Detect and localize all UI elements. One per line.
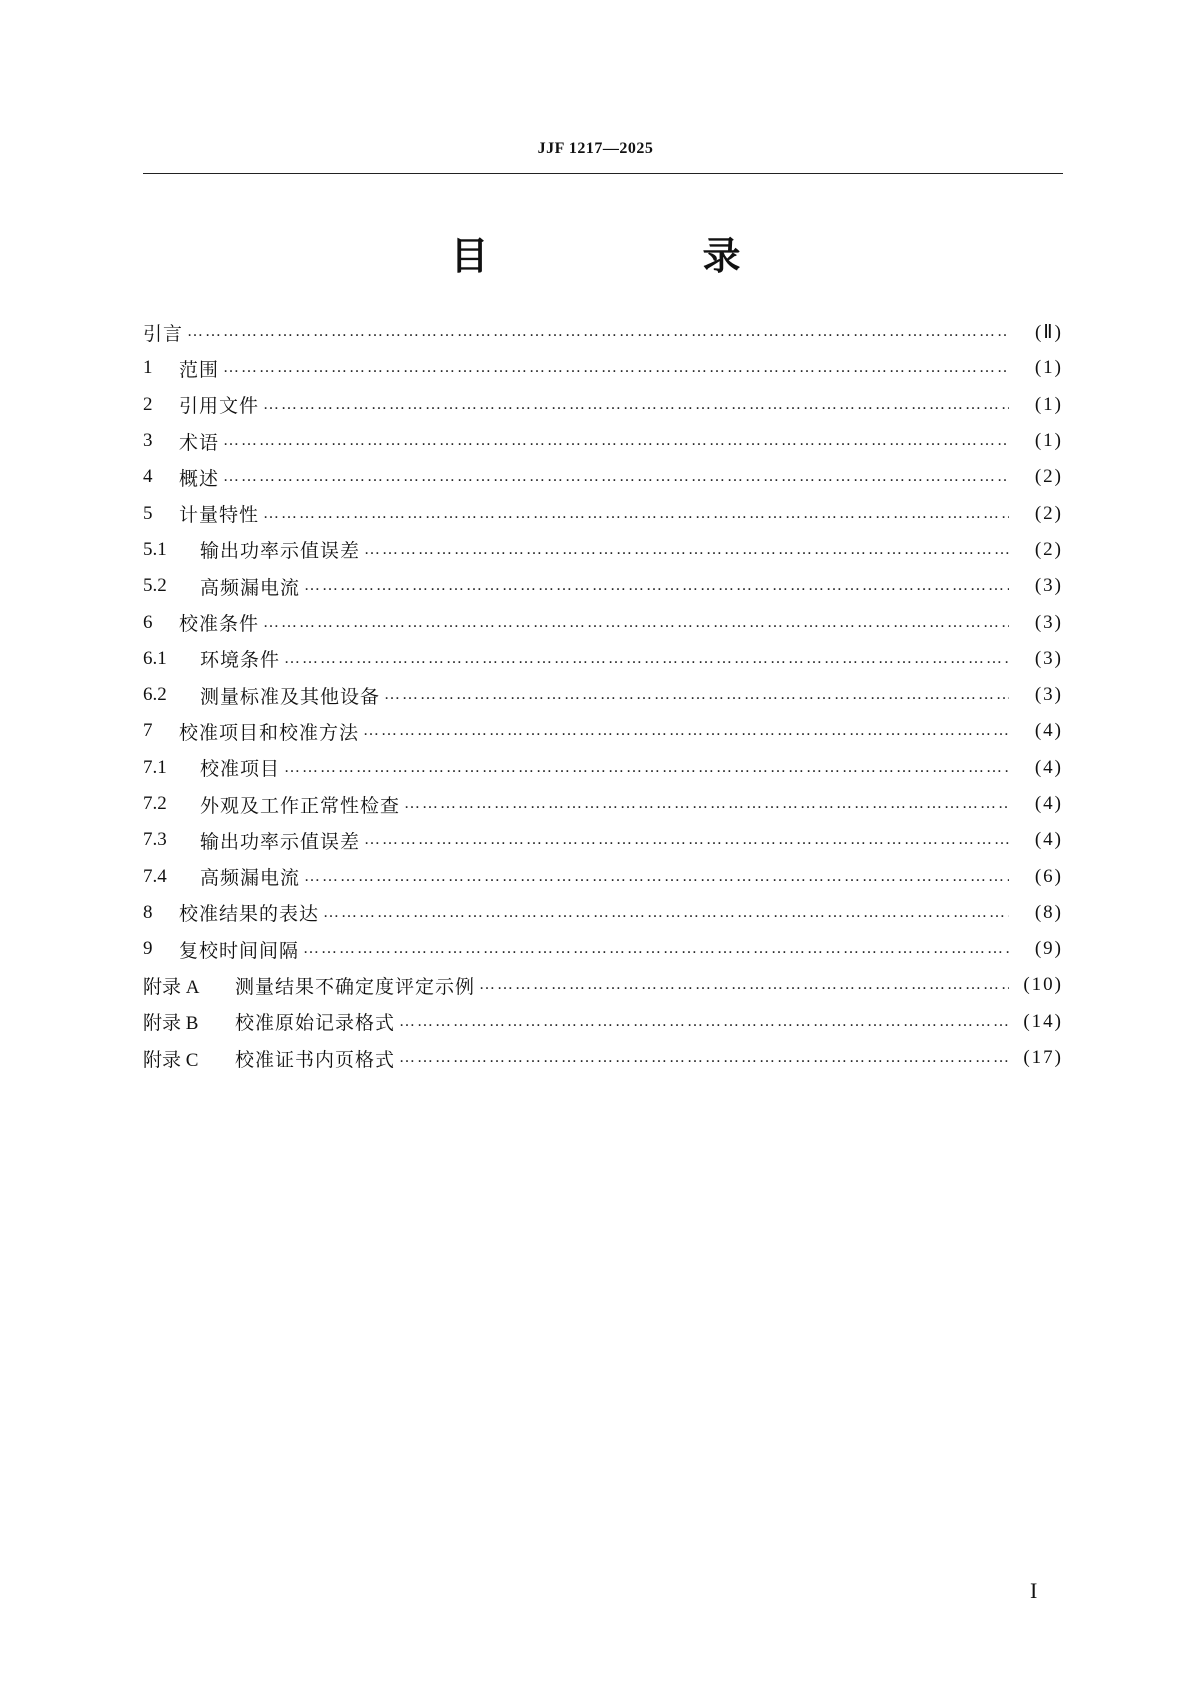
toc-entry-page: (3) — [1034, 647, 1063, 669]
toc-entry-page: (2) — [1034, 502, 1063, 524]
table-of-contents — [143, 314, 1063, 1076]
toc-entry-number: 9 — [143, 938, 153, 960]
toc-entry-page: (2) — [1034, 538, 1063, 560]
toc-entry[interactable] — [143, 495, 1063, 531]
document-code: JJF 1217—2025 — [537, 140, 654, 157]
toc-entry-number: 2 — [143, 393, 153, 415]
toc-entry-label: 概述 — [179, 467, 220, 490]
toc-entry[interactable] — [143, 350, 1063, 386]
toc-entry-number: 6.2 — [143, 684, 167, 706]
toc-entry-label: 环境条件 — [200, 649, 281, 672]
toc-entry-number: 1 — [143, 357, 153, 379]
toc-entry-number: 5.1 — [143, 538, 167, 560]
toc-entry-label: 校准项目和校准方法 — [179, 721, 360, 744]
toc-entry-page: (3) — [1034, 684, 1063, 706]
toc-entry-page: (3) — [1034, 575, 1063, 597]
dot-leader — [187, 323, 1009, 341]
toc-entry-number: 附录 A — [143, 976, 200, 998]
toc-entry-number: 5.2 — [143, 575, 167, 597]
toc-entry[interactable] — [143, 1040, 1063, 1076]
toc-entry[interactable] — [143, 931, 1063, 967]
header-divider — [143, 173, 1063, 174]
toc-entry-page: (17) — [1023, 1047, 1063, 1069]
toc-entry-number: 7.2 — [143, 793, 167, 814]
toc-entry[interactable] — [143, 423, 1063, 459]
toc-entry-label: 计量特性 — [179, 504, 260, 527]
toc-entry[interactable] — [143, 858, 1063, 894]
toc-entry-label: 高频漏电流 — [200, 576, 301, 599]
toc-entry-label: 输出功率示值误差 — [200, 830, 361, 853]
toc-entry-page: (9) — [1034, 938, 1063, 960]
toc-entry-page: (4) — [1034, 793, 1063, 814]
dot-leader — [323, 904, 1009, 922]
toc-entry-label: 外观及工作正常性检查 — [200, 794, 401, 817]
toc-entry-number: 附录 B — [143, 1013, 199, 1035]
toc-entry[interactable] — [143, 750, 1063, 786]
toc-entry-label: 术语 — [179, 431, 220, 454]
toc-entry[interactable] — [143, 713, 1063, 749]
toc-entry-label: 测量结果不确定度评定示例 — [235, 975, 476, 998]
toc-entry-number: 6 — [143, 611, 153, 633]
toc-entry-number: 附录 C — [143, 1049, 199, 1071]
toc-entry-number: 7.4 — [143, 865, 167, 887]
dot-leader — [263, 614, 1009, 632]
toc-entry-page: (8) — [1034, 901, 1063, 923]
toc-entry-label: 复校时间间隔 — [179, 939, 300, 962]
toc-entry-page: (4) — [1034, 720, 1063, 742]
dot-leader — [303, 940, 1009, 958]
toc-entry-page: (4) — [1034, 756, 1063, 778]
toc-entry-page: (1) — [1034, 357, 1063, 379]
toc-entry[interactable] — [143, 604, 1063, 640]
toc-entry-label: 校准项目 — [200, 758, 281, 781]
dot-leader — [284, 759, 1009, 777]
toc-entry-number: 3 — [143, 430, 153, 452]
toc-entry[interactable] — [143, 677, 1063, 713]
toc-entry[interactable] — [143, 641, 1063, 677]
toc-entry-number: 5 — [143, 502, 153, 524]
toc-entry-label: 范围 — [179, 358, 220, 381]
toc-entry[interactable] — [143, 967, 1063, 1003]
toc-entry-number: 8 — [143, 901, 153, 923]
toc-entry[interactable] — [143, 314, 1063, 350]
toc-entry[interactable] — [143, 532, 1063, 568]
toc-entry[interactable] — [143, 786, 1063, 822]
toc-entry[interactable] — [143, 822, 1063, 858]
toc-entry-label: 输出功率示值误差 — [200, 540, 361, 563]
toc-entry-label: 校准证书内页格式 — [235, 1048, 396, 1071]
dot-leader — [364, 831, 1009, 849]
toc-entry-label: 校准原始记录格式 — [235, 1012, 396, 1035]
toc-entry-label: 引用文件 — [179, 395, 260, 418]
toc-entry[interactable] — [143, 895, 1063, 931]
toc-entry-number: 4 — [143, 466, 153, 488]
dot-leader — [479, 976, 1009, 994]
toc-entry[interactable] — [143, 568, 1063, 604]
dot-leader — [223, 359, 1009, 377]
dot-leader — [263, 505, 1009, 523]
dot-leader — [223, 432, 1009, 450]
toc-entry-number: 7.1 — [143, 756, 167, 778]
toc-entry-number: 7.3 — [143, 829, 167, 851]
toc-entry-label: 校准条件 — [179, 613, 260, 636]
toc-entry-page: (3) — [1034, 611, 1063, 633]
toc-entry-page: (2) — [1034, 466, 1063, 488]
toc-entry-page: (4) — [1034, 829, 1063, 851]
dot-leader — [399, 1013, 1009, 1031]
toc-entry-page: (14) — [1023, 1010, 1063, 1032]
toc-entry-page: (1) — [1034, 430, 1063, 452]
dot-leader — [364, 541, 1009, 559]
page-number: I — [1030, 1578, 1038, 1603]
dot-leader — [384, 686, 1009, 704]
page-title: 目 录 — [450, 234, 829, 278]
dot-leader — [404, 795, 1009, 813]
toc-entry-page: (Ⅱ) — [1034, 321, 1063, 343]
dot-leader — [223, 468, 1009, 486]
toc-entry-label: 测量标准及其他设备 — [200, 685, 381, 708]
toc-entry-number: 7 — [143, 720, 153, 742]
dot-leader — [363, 722, 1009, 740]
dot-leader — [304, 868, 1009, 886]
toc-entry[interactable] — [143, 459, 1063, 495]
toc-entry-page: (6) — [1034, 865, 1063, 887]
toc-entry-page: (1) — [1034, 393, 1063, 415]
dot-leader — [263, 396, 1009, 414]
toc-entry-page: (10) — [1023, 974, 1063, 996]
toc-entry-label: 引言 — [143, 322, 184, 345]
toc-entry[interactable] — [143, 387, 1063, 423]
dot-leader — [304, 577, 1009, 595]
toc-entry-number: 6.1 — [143, 647, 167, 669]
dot-leader — [399, 1049, 1009, 1067]
toc-entry-label: 高频漏电流 — [200, 867, 301, 890]
dot-leader — [284, 650, 1009, 668]
toc-entry[interactable] — [143, 1004, 1063, 1040]
toc-entry-label: 校准结果的表达 — [179, 903, 320, 926]
